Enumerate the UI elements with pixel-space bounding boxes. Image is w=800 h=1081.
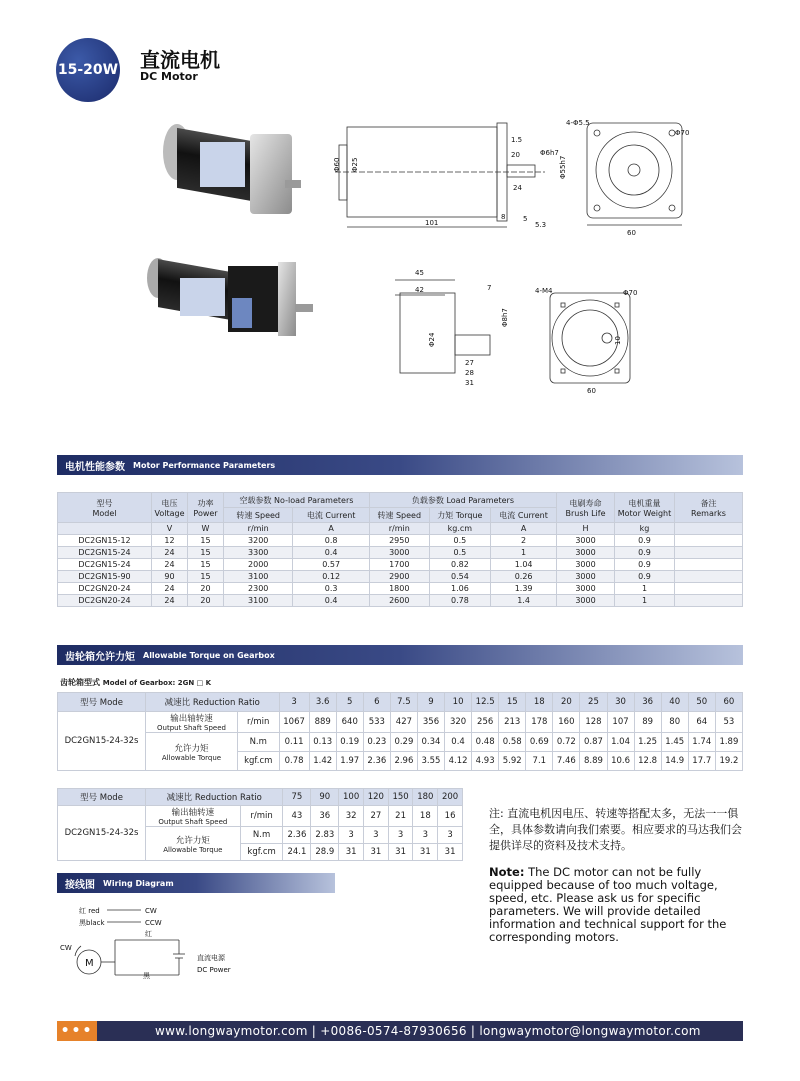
table-cell: 15 — [188, 535, 224, 547]
svg-text:黑: 黑 — [143, 972, 150, 980]
section-title-en: Wiring Diagram — [103, 878, 174, 888]
table-cell: 0.72 — [553, 733, 580, 752]
table-cell: 3 — [363, 827, 388, 844]
table-cell: 30 — [607, 693, 634, 712]
table-cell: 7.46 — [553, 752, 580, 771]
svg-text:Φ60: Φ60 — [333, 157, 341, 172]
table-cell: r/min — [240, 806, 283, 827]
table-cell: 型号 Mode — [58, 789, 146, 806]
table-cell: 3 — [388, 827, 413, 844]
table-cell: 1 — [615, 595, 675, 607]
table-cell: 0.26 — [491, 571, 557, 583]
svg-text:7: 7 — [487, 284, 492, 292]
table-cell: 15 — [188, 571, 224, 583]
table-cell: 12 — [152, 535, 188, 547]
table-cell: 28.9 — [311, 844, 339, 861]
svg-text:1.5: 1.5 — [511, 136, 523, 144]
table-cell: 31 — [388, 844, 413, 861]
table-cell: DC2GN15-90 — [58, 571, 152, 583]
table-cell: 75 — [283, 789, 311, 806]
svg-text:5.3: 5.3 — [535, 221, 547, 229]
table-cell — [675, 547, 743, 559]
table-cell: 120 — [363, 789, 388, 806]
table-cell: 12.8 — [634, 752, 661, 771]
table-cell: 3.6 — [309, 693, 336, 712]
table-cell: 31 — [438, 844, 463, 861]
table-cell: 36 — [634, 693, 661, 712]
table-cell: 31 — [339, 844, 364, 861]
table-cell: 3200 — [224, 535, 293, 547]
table-cell: 24 — [152, 559, 188, 571]
performance-table: 型号 Model 电压 Voltage 功率 Power 空载参数 No-load Parameters 负载参数 Load Parameters 电刷寿命 Brush Life 电机重量 Motor Weight 备注 Remarks 转速 Speed 电流 Current 转速 Speed 力矩 Torque 电流 Current V W r/min A r/min kg.cm A H kg DC2GN15-12 12 15 3200 0.8 2950 0.5 2 3000 0.9 DC2GN15-24 24 15 3300 0.4 3000 0.5 1 3000 0.9 DC2GN15-24 24 15 2000 0.57 1700 0.82 1.04 3000 0.9 DC2GN15-90 90 15 3100 0.12 2900 0.54 0.26 3000 0.9 DC2GN20-24 24 20 2300 0.3 1800 1.06 1.39 3000 1 DC2GN20-24 24 20 3100 0.4 2600 0.78 1.4 3000 1 — [57, 492, 743, 607]
svg-text:DC Power: DC Power — [197, 966, 231, 974]
table-cell: 0.87 — [580, 733, 607, 752]
table-cell: N.m — [240, 827, 283, 844]
svg-text:Φ25: Φ25 — [351, 157, 359, 172]
table-row — [58, 789, 463, 806]
table-cell: 15 — [499, 693, 526, 712]
table-cell: 427 — [390, 712, 417, 733]
table-row — [58, 733, 743, 752]
table-cell: 24 — [152, 583, 188, 595]
svg-text:Φ8h7: Φ8h7 — [501, 308, 509, 327]
table-cell: 0.78 — [279, 752, 309, 771]
svg-text:45: 45 — [415, 269, 424, 277]
table-cell: 6 — [363, 693, 390, 712]
table-cell: DC2GN20-24 — [58, 583, 152, 595]
table-cell: 128 — [580, 712, 607, 733]
table-cell: 43 — [283, 806, 311, 827]
table-cell: 100 — [339, 789, 364, 806]
table-cell: 31 — [413, 844, 438, 861]
table-cell: 15 — [188, 559, 224, 571]
table-cell: 2.36 — [283, 827, 311, 844]
table-cell: 4.12 — [445, 752, 472, 771]
table-cell: 2000 — [224, 559, 293, 571]
svg-text:Φ70: Φ70 — [623, 289, 638, 297]
table-cell: 1.97 — [336, 752, 363, 771]
table-cell: 17.7 — [688, 752, 715, 771]
torque-table-2 — [57, 788, 463, 861]
table-cell: 16 — [438, 806, 463, 827]
table-cell: 3000 — [557, 595, 615, 607]
svg-text:直流电源: 直流电源 — [197, 954, 225, 962]
table-cell: 输出轴转速 Output Shaft Speed — [146, 712, 238, 733]
table-cell: 20 — [188, 583, 224, 595]
table-cell: 12.5 — [472, 693, 499, 712]
table-cell: 150 — [388, 789, 413, 806]
table-cell: 0.9 — [615, 571, 675, 583]
gear-motor-drawing — [385, 265, 655, 400]
table-cell: 0.11 — [279, 733, 309, 752]
svg-text:黑black: 黑black — [79, 919, 105, 927]
dc-motor-drawing — [335, 115, 715, 240]
gearbox-model-label: 齿轮箱型式 Model of Gearbox: 2GN □ K — [60, 678, 212, 687]
table-cell: 160 — [553, 712, 580, 733]
page-title: 直流电机 — [140, 48, 220, 72]
table-cell: 1 — [491, 547, 557, 559]
table-cell: 0.9 — [615, 547, 675, 559]
section-torque — [57, 645, 743, 665]
table-cell: 256 — [472, 712, 499, 733]
table-cell: 32 — [339, 806, 364, 827]
table-cell: 178 — [526, 712, 553, 733]
table-cell: DC2GN20-24 — [58, 595, 152, 607]
wiring-diagram — [57, 900, 277, 995]
table-cell: 0.48 — [472, 733, 499, 752]
svg-text:Φ6h7: Φ6h7 — [540, 149, 559, 157]
svg-text:60: 60 — [627, 229, 636, 237]
note-en: Note: The DC motor can not be fully equipped because of too much voltage, speed, etc. Please ask us for specific parameters. We will provide detailed information and technical support for the corresponding motors. — [489, 865, 727, 944]
table-cell: 1067 — [279, 712, 309, 733]
table-cell: 60 — [715, 693, 742, 712]
svg-text:31: 31 — [465, 379, 474, 387]
table-cell: 4.93 — [472, 752, 499, 771]
table-cell: 20 — [553, 693, 580, 712]
table-cell: 3000 — [557, 559, 615, 571]
gear-motor-photo — [140, 248, 320, 348]
svg-text:Φ70: Φ70 — [675, 129, 690, 137]
table-cell: 3100 — [224, 595, 293, 607]
table-cell: DC2GN15-24 — [58, 559, 152, 571]
section-title-en: Allowable Torque on Gearbox — [143, 650, 275, 660]
table-cell: 25 — [580, 693, 607, 712]
table-cell: 1.42 — [309, 752, 336, 771]
table-cell: 19.2 — [715, 752, 742, 771]
table-cell — [675, 535, 743, 547]
table-cell: 1 — [615, 583, 675, 595]
table-row — [58, 559, 743, 571]
table-cell: 0.29 — [390, 733, 417, 752]
table-cell: 1.04 — [491, 559, 557, 571]
table-cell: 3100 — [224, 571, 293, 583]
table-cell: kgf.cm — [240, 844, 283, 861]
table-cell: 7.5 — [390, 693, 417, 712]
table-cell: 0.4 — [293, 595, 370, 607]
svg-text:红 red: 红 red — [79, 907, 100, 915]
table-cell — [675, 595, 743, 607]
table-cell: 0.82 — [429, 559, 491, 571]
table-cell: 2.96 — [390, 752, 417, 771]
table-cell: 0.13 — [309, 733, 336, 752]
table-row — [58, 693, 743, 712]
table-cell: 0.8 — [293, 535, 370, 547]
table-cell: 0.9 — [615, 559, 675, 571]
table-cell: 2300 — [224, 583, 293, 595]
section-title-cn: 接线图 — [65, 879, 95, 891]
svg-text:红: 红 — [145, 930, 152, 938]
table-cell: 3000 — [557, 535, 615, 547]
table-cell: 10 — [445, 693, 472, 712]
table-cell: 3000 — [557, 547, 615, 559]
table-row — [58, 547, 743, 559]
svg-text:60: 60 — [587, 387, 596, 395]
table-cell: 0.58 — [499, 733, 526, 752]
table-row — [58, 571, 743, 583]
table-cell: 10.6 — [607, 752, 634, 771]
table-row — [58, 583, 743, 595]
svg-text:42: 42 — [415, 286, 424, 294]
dc-motor-photo — [155, 112, 305, 222]
section-performance — [57, 455, 743, 475]
table-cell: 24 — [152, 595, 188, 607]
table-cell: 20 — [188, 595, 224, 607]
table-cell: 0.4 — [445, 733, 472, 752]
table-cell: 18 — [413, 806, 438, 827]
table-cell: 0.12 — [293, 571, 370, 583]
section-title-en: Motor Performance Parameters — [133, 460, 276, 470]
table-cell: 3 — [279, 693, 309, 712]
table-cell: 允许力矩 Allowable Torque — [146, 827, 241, 861]
torque-table-1 — [57, 692, 743, 771]
table-cell: 15 — [188, 547, 224, 559]
svg-text:CCW: CCW — [145, 919, 162, 927]
table-cell — [675, 583, 743, 595]
table-row — [58, 712, 743, 733]
power-badge: 15-20W — [56, 38, 120, 102]
table-cell: 18 — [526, 693, 553, 712]
page-subtitle: DC Motor — [140, 70, 198, 83]
table-cell: 64 — [688, 712, 715, 733]
table-cell: 2 — [491, 535, 557, 547]
section-wiring — [57, 873, 335, 893]
table-cell: 减速比 Reduction Ratio — [146, 693, 280, 712]
table-cell: 2.36 — [363, 752, 390, 771]
table-cell: 1.04 — [607, 733, 634, 752]
table-cell: 89 — [634, 712, 661, 733]
table-cell: 90 — [311, 789, 339, 806]
table-cell — [675, 571, 743, 583]
table-cell: 1.39 — [491, 583, 557, 595]
svg-text:M: M — [85, 958, 94, 969]
table-cell: 180 — [413, 789, 438, 806]
table-cell: 3000 — [557, 571, 615, 583]
section-title-cn: 电机性能参数 — [65, 461, 125, 473]
table-cell: 2900 — [369, 571, 429, 583]
svg-text:CW: CW — [145, 907, 157, 915]
table-cell: 5.92 — [499, 752, 526, 771]
footer-dots: ••• — [57, 1021, 97, 1041]
table-cell: 24 — [152, 547, 188, 559]
table-cell: 减速比 Reduction Ratio — [146, 789, 283, 806]
table-cell: 14.9 — [661, 752, 688, 771]
table-cell: r/min — [238, 712, 280, 733]
table-cell: 0.5 — [429, 535, 491, 547]
svg-text:28: 28 — [465, 369, 474, 377]
note-cn: 注: 直流电机因电压、转速等搭配太多，无法一一俱全，具体参数请向我们索要。相应要求的马达我们会提供详尽的资料及技术支持。 — [489, 807, 742, 852]
table-cell: 50 — [688, 693, 715, 712]
table-cell: 1.06 — [429, 583, 491, 595]
table-cell: 2950 — [369, 535, 429, 547]
svg-text:24: 24 — [513, 184, 522, 192]
table-cell: 1800 — [369, 583, 429, 595]
table-cell: 允许力矩 Allowable Torque — [146, 733, 238, 771]
table-cell: 1700 — [369, 559, 429, 571]
table-cell: DC2GN15-24-32s — [58, 806, 146, 861]
table-cell: 1.45 — [661, 733, 688, 752]
table-cell: 320 — [445, 712, 472, 733]
svg-text:Φ24: Φ24 — [428, 332, 436, 347]
svg-text:8: 8 — [501, 213, 506, 221]
table-cell: 1.25 — [634, 733, 661, 752]
svg-text:27: 27 — [465, 359, 474, 367]
table-cell: 7.1 — [526, 752, 553, 771]
table-cell: 80 — [661, 712, 688, 733]
table-cell: 0.57 — [293, 559, 370, 571]
table-cell: 24.1 — [283, 844, 311, 861]
table-cell: 3.55 — [417, 752, 444, 771]
table-cell: 21 — [388, 806, 413, 827]
svg-text:101: 101 — [425, 219, 439, 227]
table-cell: 40 — [661, 693, 688, 712]
table-cell: 889 — [309, 712, 336, 733]
table-cell: 3 — [438, 827, 463, 844]
section-title-cn: 齿轮箱允许力矩 — [65, 651, 135, 663]
svg-text:20: 20 — [511, 151, 520, 159]
table-cell: 2600 — [369, 595, 429, 607]
svg-text:4-Φ5.5: 4-Φ5.5 — [566, 119, 590, 127]
table-cell: 0.69 — [526, 733, 553, 752]
svg-text:Φ55h7: Φ55h7 — [559, 155, 567, 179]
table-cell: 53 — [715, 712, 742, 733]
table-cell: 0.3 — [293, 583, 370, 595]
table-cell: 型号 Mode — [58, 693, 146, 712]
table-cell — [675, 559, 743, 571]
table-cell: DC2GN15-12 — [58, 535, 152, 547]
svg-text:4-M4: 4-M4 — [535, 287, 553, 295]
svg-text:10: 10 — [614, 336, 622, 345]
table-cell: N.m — [238, 733, 280, 752]
table-cell: 0.19 — [336, 733, 363, 752]
table-cell: 27 — [363, 806, 388, 827]
table-cell: DC2GN15-24 — [58, 547, 152, 559]
table-cell: 8.89 — [580, 752, 607, 771]
svg-text:5: 5 — [523, 215, 528, 223]
table-cell: 3000 — [369, 547, 429, 559]
table-cell: 0.5 — [429, 547, 491, 559]
table-row — [58, 535, 743, 547]
table-cell: 1.74 — [688, 733, 715, 752]
table-row — [58, 595, 743, 607]
table-cell: kgf.cm — [238, 752, 280, 771]
table-cell: 356 — [417, 712, 444, 733]
table-cell: 3 — [339, 827, 364, 844]
table-cell: 0.23 — [363, 733, 390, 752]
table-cell: 200 — [438, 789, 463, 806]
footer-contact[interactable]: www.longwaymotor.com | +0086-0574-87930656 | longwaymotor@longwaymotor.com — [155, 1024, 701, 1038]
table-cell: 0.4 — [293, 547, 370, 559]
table-cell: 3 — [413, 827, 438, 844]
table-cell: 3300 — [224, 547, 293, 559]
table-cell: 31 — [363, 844, 388, 861]
table-cell: 1.4 — [491, 595, 557, 607]
table-cell: 640 — [336, 712, 363, 733]
table-cell: 1.89 — [715, 733, 742, 752]
table-cell: 90 — [152, 571, 188, 583]
table-cell: 36 — [311, 806, 339, 827]
table-cell: 213 — [499, 712, 526, 733]
table-cell: 533 — [363, 712, 390, 733]
table-cell: 0.54 — [429, 571, 491, 583]
svg-text:CW: CW — [60, 944, 72, 952]
table-cell: 2.83 — [311, 827, 339, 844]
table-cell: DC2GN15-24-32s — [58, 712, 146, 771]
table-cell: 0.78 — [429, 595, 491, 607]
table-cell: 输出轴转速 Output Shaft Speed — [146, 806, 241, 827]
table-row — [58, 806, 463, 827]
table-cell: 9 — [417, 693, 444, 712]
table-cell: 0.34 — [417, 733, 444, 752]
footer-bar — [57, 1021, 743, 1041]
table-cell: 5 — [336, 693, 363, 712]
table-cell: 107 — [607, 712, 634, 733]
table-cell: 3000 — [557, 583, 615, 595]
table-cell: 0.9 — [615, 535, 675, 547]
